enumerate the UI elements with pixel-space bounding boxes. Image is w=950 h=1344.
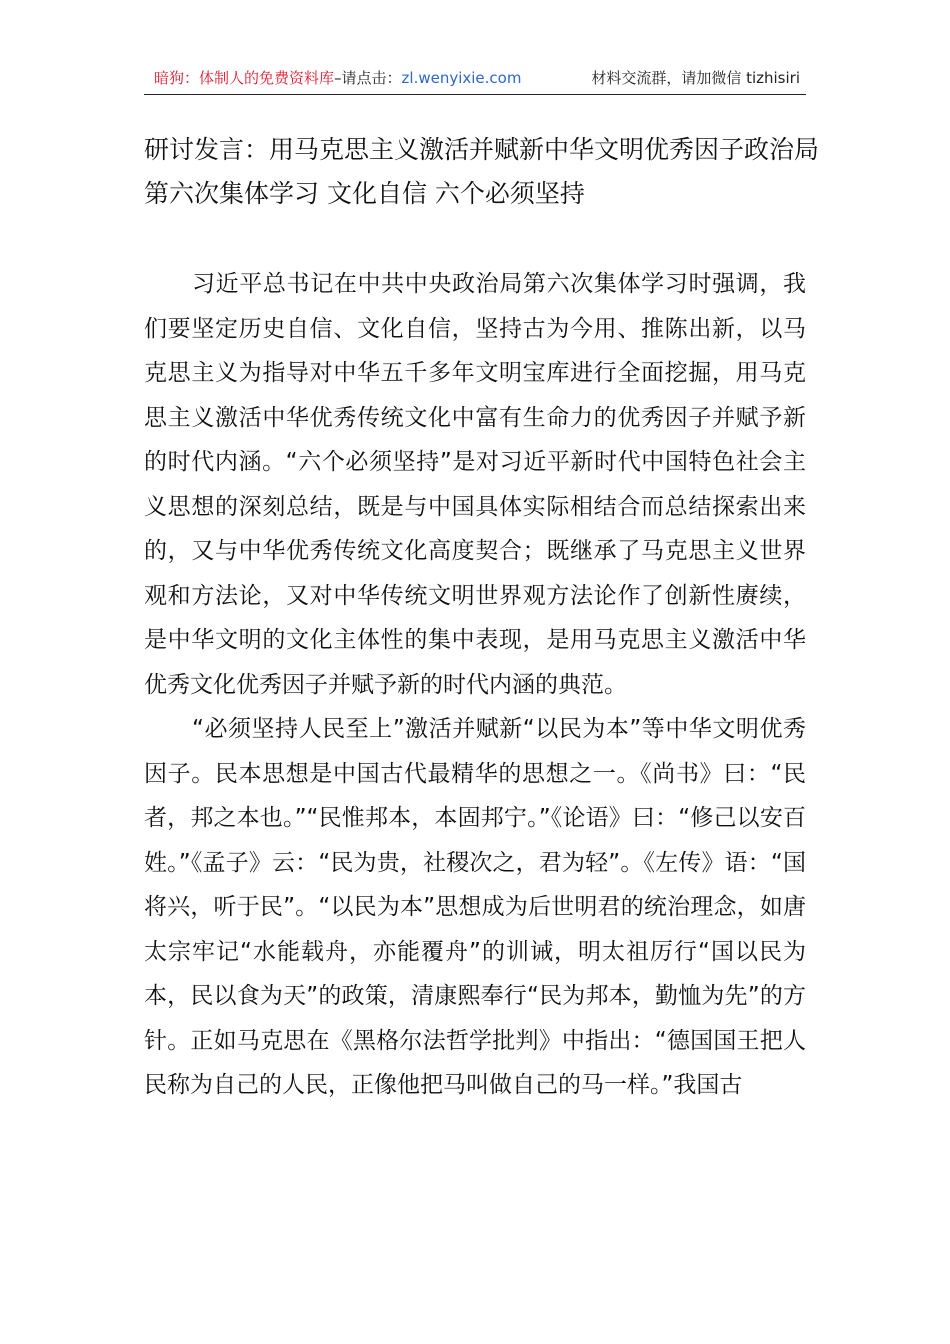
document-body (144, 262, 806, 1108)
page-header (144, 66, 806, 95)
document-title (144, 128, 824, 216)
header-prompt: –请点击： (334, 69, 402, 87)
header-link[interactable]: zl.wenyixie.com (401, 69, 522, 87)
header-brand: 暗狗：体制人的免费资料库 (154, 69, 335, 87)
body-paragraph-2: “必须坚持人民至上”激活并赋新“以民为本”等中华文明优秀因子。民本思想是中国古代最精华的思想之一。《尚书》曰：“民者，邦之本也。”“民惟邦本，本固邦宁。”《论语》曰：“修己以安百姓。”《孟子》云：“民为贵，社稷次之，君为轻”。《左传》语：“国将兴，听于民”。“以民为本”思想成为后世明君的统治理念，如唐太宗牢记“水能载舟，亦能覆舟”的训诫，明太祖厉行“国以民为本，民以食为天”的政策，清康熙奉行“民为邦本，勤恤为先”的方针。正如马克思在《黑格尔法哲学批判》中指出：“德国国王把人民称为自己的人民，正像他把马叫做自己的马一样。”我国古 (144, 716, 806, 1098)
header-left (154, 66, 521, 90)
header-note: 材料交流群，请加微信 tizhisiri (591, 69, 800, 87)
title-line-2: 第六次集体学习 文化自信 六个必须坚持 (144, 179, 585, 208)
title-line-1: 研讨发言：用马克思主义激活并赋新中华文明优秀因子政治局 (144, 135, 820, 164)
body-paragraph-1: 习近平总书记在中共中央政治局第六次集体学习时强调，我们要坚定历史自信、文化自信，坚持古为今用、推陈出新，以马克思主义为指导对中华五千多年文明宝库进行全面挖掘，用马克思主义激活中华优秀传统文化中富有生命力的优秀因子并赋予新的时代内涵。“六个必须坚持”是对习近平新时代中国特色社会主义思想的深刻总结，既是与中国具体实际相结合而总结探索出来的，又与中华优秀传统文化高度契合；既继承了马克思主义世界观和方法论，又对中华传统文明世界观方法论作了创新性赓续，是中华文明的文化主体性的集中表现，是用马克思主义激活中华优秀文化优秀因子并赋予新的时代内涵的典范。 (144, 271, 806, 698)
